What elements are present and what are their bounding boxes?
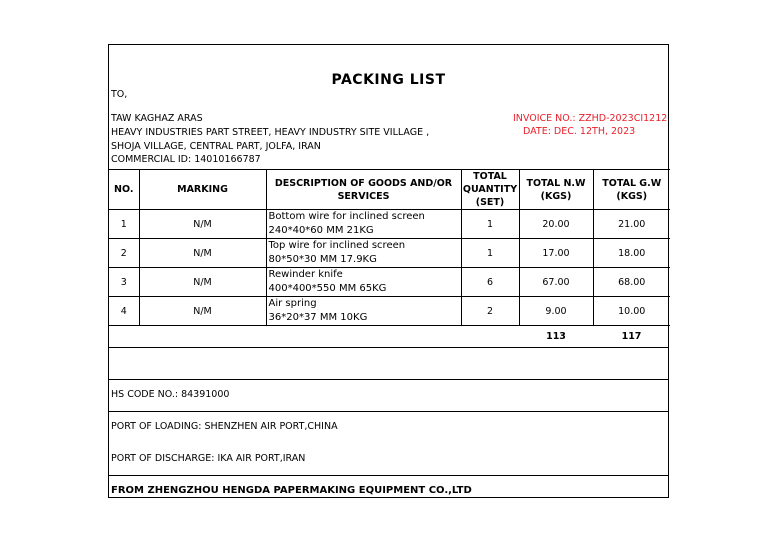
row-quantity: 1	[461, 239, 519, 268]
header-gross-weight: TOTAL G.W (KGS)	[593, 170, 670, 210]
row-marking: N/M	[139, 239, 266, 268]
total-gross-weight: 117	[621, 330, 642, 342]
row-marking: N/M	[139, 268, 266, 297]
row-description	[266, 268, 461, 297]
invoice-number: INVOICE NO.: ZZHD-2023CI1212	[513, 113, 668, 124]
header-no: NO.	[109, 170, 139, 210]
consignee-address-line1: HEAVY INDUSTRIES PART STREET, HEAVY INDUSTRY SITE VILLAGE ,	[111, 127, 430, 138]
port-of-discharge: PORT OF DISCHARGE: IKA AIR PORT,IRAN	[111, 453, 306, 464]
commercial-id: COMMERCIAL ID: 14010166787	[111, 154, 261, 165]
row-gross-weight: 68.00	[593, 268, 670, 297]
row-description-name: Rewinder knife	[268, 269, 343, 280]
row-no: 4	[109, 297, 139, 326]
row-quantity: 1	[461, 210, 519, 239]
document-title: PACKING LIST	[331, 72, 446, 88]
divider	[109, 411, 668, 412]
row-quantity: 6	[461, 268, 519, 297]
row-description-spec: 240*40*60 MM 21KG	[268, 225, 374, 236]
consignee-address-line2: SHOJA VILLAGE, CENTRAL PART, JOLFA, IRAN	[111, 141, 321, 152]
to-label: TO,	[111, 89, 128, 100]
row-description-name: Air spring	[268, 298, 317, 309]
row-net-weight: 9.00	[519, 297, 593, 326]
row-description-name: Top wire for inclined screen	[268, 240, 406, 251]
table-header-row	[109, 170, 670, 210]
divider	[109, 379, 668, 380]
divider	[109, 475, 668, 476]
row-description-spec: 400*400*550 MM 65KG	[268, 283, 387, 294]
table-row	[109, 210, 670, 239]
row-gross-weight: 21.00	[593, 210, 670, 239]
row-no: 2	[109, 239, 139, 268]
row-net-weight: 17.00	[519, 239, 593, 268]
totals-row	[109, 326, 670, 347]
table-row	[109, 239, 670, 268]
row-gross-weight: 18.00	[593, 239, 670, 268]
row-net-weight: 20.00	[519, 210, 593, 239]
header-quantity: TOTAL QUANTITY (SET)	[462, 171, 518, 208]
total-net-weight: 113	[546, 330, 566, 342]
row-description-name: Bottom wire for inclined screen	[268, 211, 425, 222]
row-description	[266, 239, 461, 268]
header-description: DESCRIPTION OF GOODS AND/OR SERVICES	[266, 170, 461, 210]
header-net-weight: TOTAL N.W (KGS)	[519, 170, 593, 210]
invoice-date: DATE: DEC. 12TH, 2023	[523, 126, 636, 137]
supplier-footer: FROM ZHENGZHOU HENGDA PAPERMAKING EQUIPMENT CO.,LTD	[111, 485, 472, 496]
row-marking: N/M	[139, 297, 266, 326]
row-description	[266, 297, 461, 326]
row-quantity: 2	[461, 297, 519, 326]
table-row	[109, 297, 670, 326]
row-description-spec: 36*20*37 MM 10KG	[268, 312, 368, 323]
items-table	[109, 169, 670, 346]
row-description	[266, 210, 461, 239]
hs-code: HS CODE NO.: 84391000	[111, 389, 230, 400]
row-gross-weight: 10.00	[593, 297, 670, 326]
table-row	[109, 268, 670, 297]
row-no: 1	[109, 210, 139, 239]
divider	[109, 347, 668, 348]
packing-list-sheet	[108, 44, 669, 498]
consignee-name: TAW KAGHAZ ARAS	[111, 113, 203, 124]
row-marking: N/M	[139, 210, 266, 239]
port-of-loading: PORT OF LOADING: SHENZHEN AIR PORT,CHINA	[111, 421, 338, 432]
row-description-spec: 80*50*30 MM 17.9KG	[268, 254, 377, 265]
row-no: 3	[109, 268, 139, 297]
row-net-weight: 67.00	[519, 268, 593, 297]
header-marking: MARKING	[139, 170, 266, 210]
